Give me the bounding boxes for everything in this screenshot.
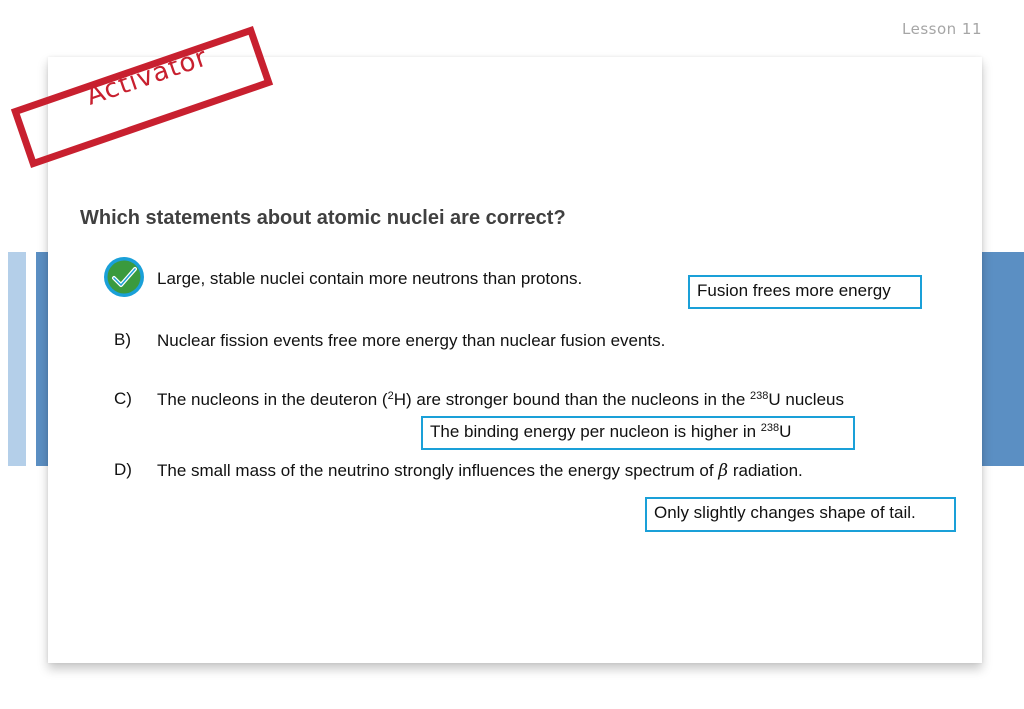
slide-card bbox=[48, 57, 982, 663]
correct-check-icon[interactable] bbox=[102, 255, 146, 299]
option-d-letter: D) bbox=[114, 460, 132, 479]
option-d-text-post: radiation. bbox=[728, 461, 803, 480]
note-fusion-energy: Fusion frees more energy bbox=[688, 275, 922, 309]
option-d-text[interactable] bbox=[157, 461, 803, 481]
note-neutrino-tail: Only slightly changes shape of tail. bbox=[645, 497, 956, 532]
note-binding-energy bbox=[421, 416, 855, 450]
option-c-sup-2: 2 bbox=[387, 390, 394, 402]
option-c-text-mid: H) are stronger bound than the nucleons in the bbox=[393, 390, 751, 409]
question-title: Which statements about atomic nuclei are correct? bbox=[80, 207, 566, 229]
option-c-sup-238: 238 bbox=[750, 390, 769, 402]
activator-stamp-text: Activator bbox=[82, 42, 212, 112]
note-binding-energy-pre: The binding energy per nucleon is higher in bbox=[430, 422, 761, 441]
option-c-text[interactable] bbox=[157, 390, 844, 410]
left-accent-bar-light bbox=[8, 252, 26, 466]
option-c-letter: C) bbox=[114, 389, 132, 408]
note-binding-energy-post: U bbox=[779, 422, 792, 441]
option-c-text-pre: The nucleons in the deuteron ( bbox=[157, 390, 388, 409]
left-accent-bar-dark bbox=[36, 252, 48, 466]
option-b-text[interactable]: Nuclear fission events free more energy than nuclear fusion events. bbox=[157, 331, 666, 350]
option-b-letter: B) bbox=[114, 330, 131, 349]
right-accent-bar bbox=[982, 252, 1024, 466]
lesson-label: Lesson 11 bbox=[902, 20, 982, 38]
option-c-text-post: U nucleus bbox=[768, 390, 844, 409]
beta-symbol: β bbox=[718, 461, 729, 481]
option-a-text[interactable]: Large, stable nuclei contain more neutrons than protons. bbox=[157, 269, 583, 288]
option-d-text-pre: The small mass of the neutrino strongly influences the energy spectrum of bbox=[157, 461, 719, 480]
note-binding-energy-sup: 238 bbox=[760, 422, 780, 434]
